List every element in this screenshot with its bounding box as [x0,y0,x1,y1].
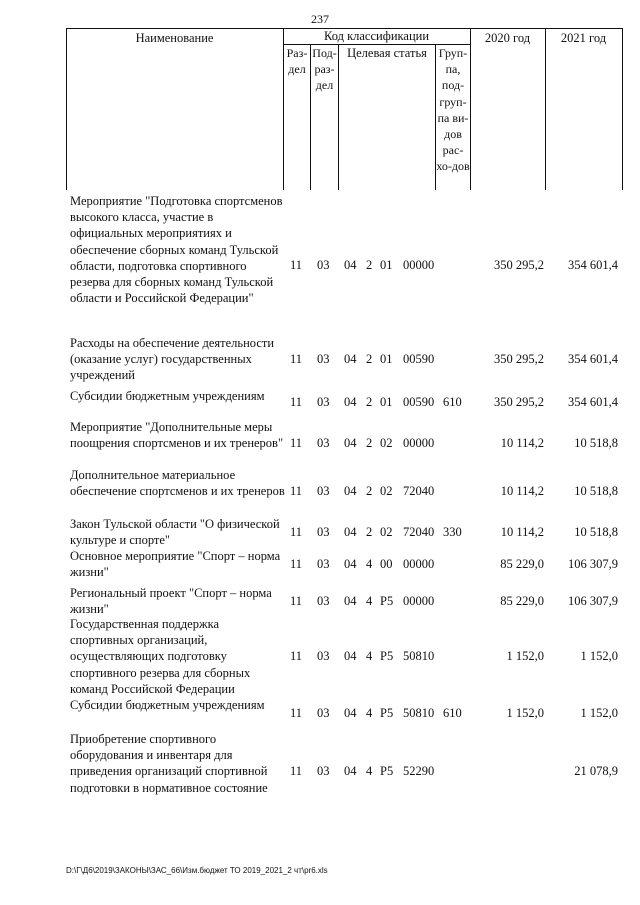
header-2020: 2020 год [484,31,531,45]
cell-t1: 04 [344,436,357,450]
cell-v2021: 10 518,8 [574,484,618,498]
cell-t2: 2 [366,436,373,450]
cell-p: 03 [317,436,330,450]
cell-g: 610 [443,706,462,720]
header-code-group: Код классификации [323,29,430,43]
cell-p: 03 [317,764,330,778]
cell-t4: 00590 [403,395,435,409]
cell-p: 03 [317,706,330,720]
cell-p: 03 [317,525,330,539]
header-name: Наименование [135,31,214,45]
cell-t1: 04 [344,594,357,608]
row-name: Основное мероприятие "Спорт – норма жизни" [70,549,281,580]
header-target: Целевая статья [347,46,427,60]
row-name: Приобретение спортивного оборудования и инвентаря для приведения организаций спортивной подготовки в нормативное состояние [70,732,268,795]
cell-p: 03 [317,258,330,272]
cell-v2021: 106 307,9 [568,557,618,571]
cell-v2020: 85 229,0 [500,594,544,608]
header-2021: 2021 год [560,31,607,45]
cell-v2021: 10 518,8 [574,436,618,450]
cell-t2: 4 [366,649,373,663]
cell-t2: 2 [366,525,373,539]
cell-t3: 02 [380,484,393,498]
cell-t4: 00000 [403,557,435,571]
table-header [66,28,623,190]
cell-t2: 2 [366,258,373,272]
cell-v2021: 10 518,8 [574,525,618,539]
cell-r: 11 [290,557,303,571]
cell-p: 03 [317,484,330,498]
cell-t2: 4 [366,706,373,720]
cell-v2020: 1 152,0 [506,706,544,720]
cell-t2: 4 [366,557,373,571]
header-razdel: Раз-дел [286,46,308,77]
row-name: Мероприятие "Подготовка спортсменов высокого класса, участие в официальных мероприятиях и обеспечение сборных команд Тульской области, подготовка спортивного резерва для сборных команд Тульской области и Российской Федерации" [70,194,283,306]
cell-t3: P5 [380,594,394,608]
row-name: Закон Тульской области "О физической культуре и спорте" [70,517,280,548]
cell-t3: P5 [380,706,394,720]
cell-p: 03 [317,352,330,366]
cell-t4: 00000 [403,594,435,608]
cell-r: 11 [290,395,303,409]
cell-t3: 00 [380,557,393,571]
file-path-footer: D:\Г\Д6\2019\ЗАКОНЫ\ЗАС_66\Изм.бюджет ТО 2019_2021_2 чт\рr6.xls [66,866,328,875]
cell-t4: 50810 [403,706,435,720]
cell-p: 03 [317,594,330,608]
cell-t2: 4 [366,764,373,778]
cell-t1: 04 [344,649,357,663]
cell-t1: 04 [344,258,357,272]
cell-v2021: 354 601,4 [568,352,618,366]
row-name: Дополнительное материальное обеспечение спортсменов и их тренеров [70,468,285,499]
cell-p: 03 [317,649,330,663]
cell-r: 11 [290,649,303,663]
cell-t4: 00590 [403,352,435,366]
cell-t4: 52290 [403,764,435,778]
cell-t3: 02 [380,436,393,450]
cell-r: 11 [290,525,303,539]
cell-v2020: 10 114,2 [500,525,544,539]
cell-g: 330 [443,525,462,539]
cell-v2021: 21 078,9 [574,764,618,778]
cell-t4: 72040 [403,484,435,498]
cell-t1: 04 [344,557,357,571]
cell-v2021: 106 307,9 [568,594,618,608]
cell-r: 11 [290,764,303,778]
cell-r: 11 [290,484,303,498]
cell-t3: P5 [380,764,394,778]
cell-r: 11 [290,594,303,608]
cell-t3: 01 [380,395,393,409]
cell-v2020: 350 295,2 [494,395,544,409]
cell-t4: 00000 [403,258,435,272]
cell-t1: 04 [344,484,357,498]
cell-r: 11 [290,436,303,450]
header-divider [545,28,546,190]
page-number: 237 [311,12,329,26]
row-name: Субсидии бюджетным учреждениям [70,389,265,403]
cell-r: 11 [290,706,303,720]
cell-t4: 50810 [403,649,435,663]
cell-t3: 01 [380,258,393,272]
cell-v2021: 354 601,4 [568,395,618,409]
cell-v2020: 1 152,0 [506,649,544,663]
cell-r: 11 [290,352,303,366]
row-name: Государственная поддержка спортивных организаций, осуществляющих подготовку спортивного резерва для сборных команд Российской Федерации [70,617,251,696]
cell-p: 03 [317,557,330,571]
cell-v2020: 350 295,2 [494,352,544,366]
cell-t2: 2 [366,395,373,409]
cell-p: 03 [317,395,330,409]
header-border-right [622,28,623,190]
cell-t3: 01 [380,352,393,366]
cell-v2020: 85 229,0 [500,557,544,571]
cell-t2: 2 [366,484,373,498]
cell-t4: 72040 [403,525,435,539]
cell-t1: 04 [344,764,357,778]
cell-g: 610 [443,395,462,409]
cell-v2021: 1 152,0 [580,649,618,663]
cell-t3: P5 [380,649,394,663]
cell-t4: 00000 [403,436,435,450]
cell-v2021: 354 601,4 [568,258,618,272]
cell-r: 11 [290,258,303,272]
cell-v2020: 10 114,2 [500,484,544,498]
cell-t3: 02 [380,525,393,539]
row-name: Субсидии бюджетным учреждениям [70,698,265,712]
cell-v2021: 1 152,0 [580,706,618,720]
header-divider [338,44,339,190]
header-border-left [66,28,67,190]
cell-t1: 04 [344,395,357,409]
cell-t1: 04 [344,352,357,366]
cell-t1: 04 [344,525,357,539]
cell-v2020: 350 295,2 [494,258,544,272]
header-podrazdel: Под-раз-дел [312,46,337,93]
row-name: Региональный проект "Спорт – норма жизни" [70,586,272,617]
cell-v2020: 10 114,2 [500,436,544,450]
header-divider [470,28,471,190]
cell-t2: 4 [366,594,373,608]
row-name: Мероприятие "Дополнительные меры поощрения спортсменов и их тренеров" [70,420,284,451]
cell-t1: 04 [344,706,357,720]
header-group: Груп-па, под-груп-па ви-дов рас-хо-дов [436,46,470,174]
row-name: Расходы на обеспечение деятельности (оказание услуг) государственных учреждений [70,336,275,383]
cell-t2: 2 [366,352,373,366]
